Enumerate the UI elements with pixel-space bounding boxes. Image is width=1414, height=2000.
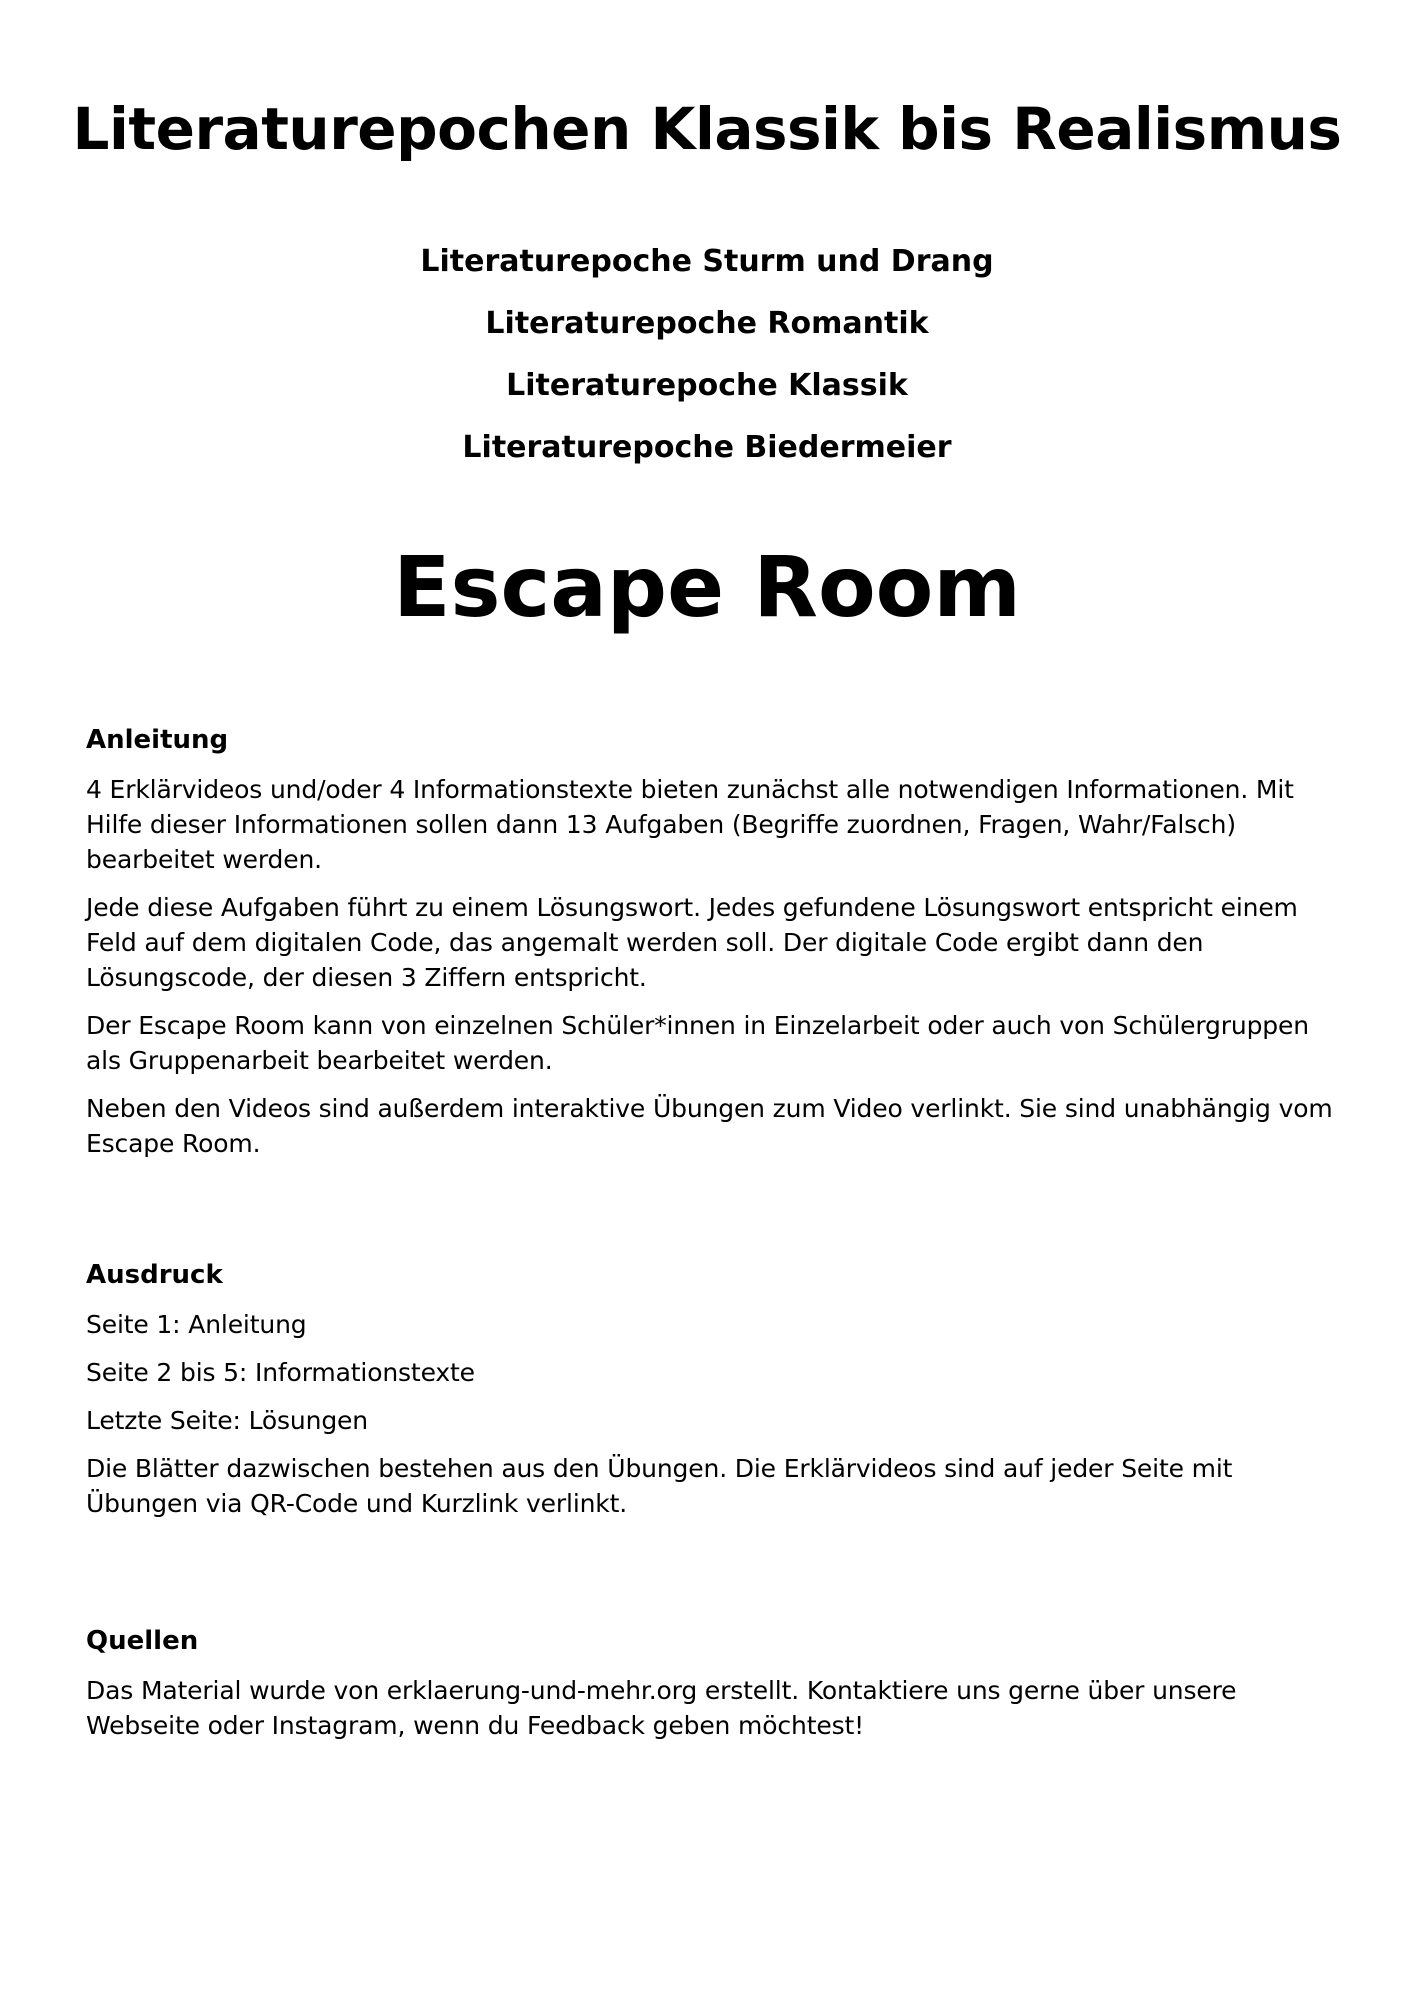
paragraph: Seite 2 bis 5: Informationstexte xyxy=(86,1358,475,1387)
paragraph: Das Material wurde von erklaerung-und-mehr.org erstellt. Kontaktiere uns gerne über unsere Webseite oder Instagram, wenn du Feedback geben möchtest! xyxy=(86,1676,1237,1740)
epoch-item-sturm-und-drang: Literaturepoche Sturm und Drang xyxy=(420,244,994,279)
paragraph: 4 Erklärvideos und/oder 4 Informationstexte bieten zunächst alle notwendigen Informationen. Mit Hilfe dieser Informationen sollen dann 13 Aufgaben (Begriffe zuordnen, Fragen, Wahr/Falsch) bearbeitet werden. xyxy=(86,775,1294,874)
paragraph: Jede diese Aufgaben führt zu einem Lösungswort. Jedes gefundene Lösungswort entspricht einem Feld auf dem digitalen Code, das angemalt werden soll. Der digitale Code ergibt dann den Lösungscode, der diesen 3 Ziffern entspricht. xyxy=(86,893,1298,992)
paragraph: Neben den Videos sind außerdem interaktive Übungen zum Video verlinkt. Sie sind unabhängig vom Escape Room. xyxy=(86,1094,1333,1158)
paragraph: Der Escape Room kann von einzelnen Schüler*innen in Einzelarbeit oder auch von Schülergruppen als Gruppenarbeit bearbeitet werden. xyxy=(86,1011,1309,1075)
section-heading-ausdruck: Ausdruck xyxy=(86,1260,223,1290)
paragraph: Seite 1: Anleitung xyxy=(86,1310,307,1339)
section-ausdruck xyxy=(86,1257,1336,1534)
epoch-item-romantik: Literaturepoche Romantik xyxy=(485,306,929,341)
section-heading-anleitung: Anleitung xyxy=(86,725,229,755)
section-anleitung xyxy=(86,722,1336,1174)
paragraph: Die Blätter dazwischen bestehen aus den Übungen. Die Erklärvideos sind auf jeder Seite mit Übungen via QR-Code und Kurzlink verlinkt. xyxy=(86,1454,1233,1518)
epoch-item-biedermeier: Literaturepoche Biedermeier xyxy=(462,430,952,465)
paragraph: Letzte Seite: Lösungen xyxy=(86,1406,368,1435)
page-title: Literaturepochen Klassik bis Realismus xyxy=(72,95,1342,163)
epoch-list xyxy=(0,240,1414,488)
escape-room-title: Escape Room xyxy=(393,538,1021,636)
epoch-item-klassik: Literaturepoche Klassik xyxy=(506,368,908,403)
section-heading-quellen: Quellen xyxy=(86,1626,199,1656)
section-quellen xyxy=(86,1623,1336,1756)
